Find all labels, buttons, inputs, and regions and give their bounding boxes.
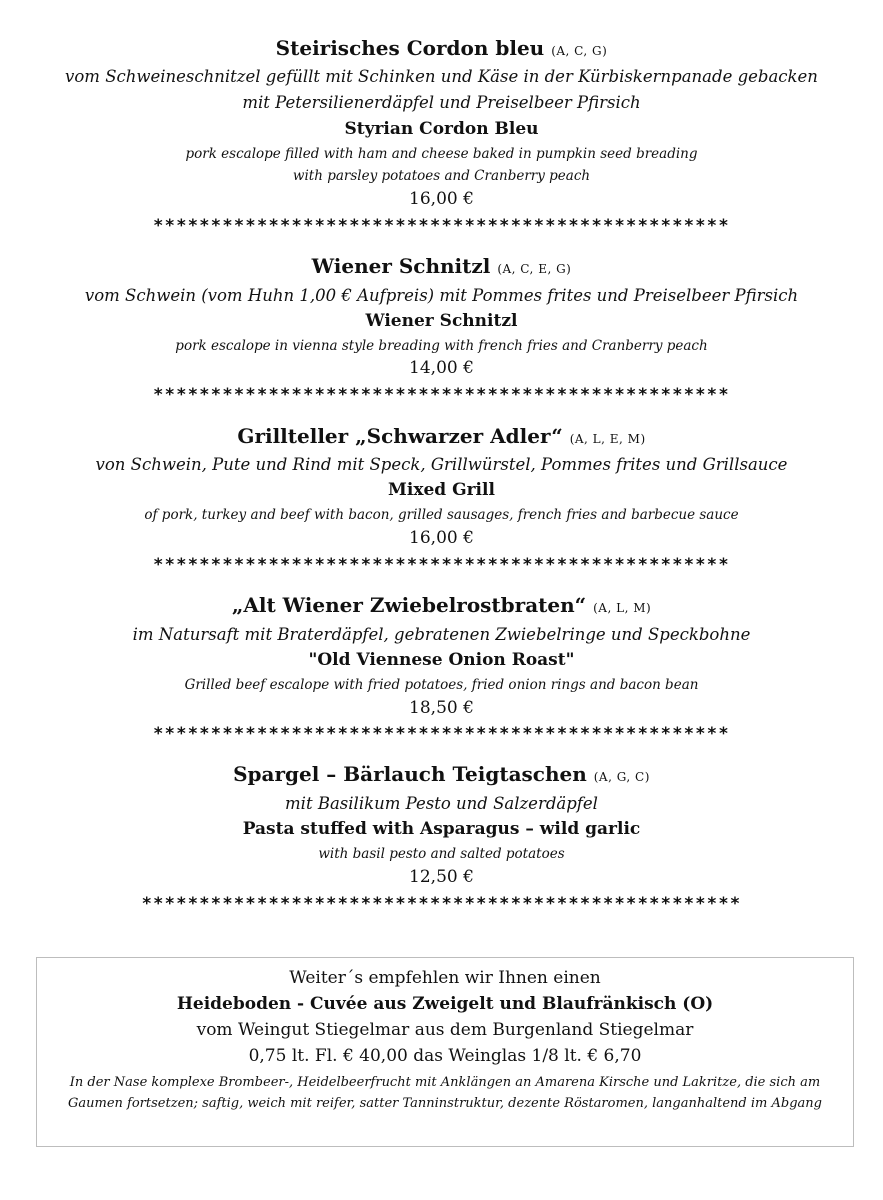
separator: ************************************************** xyxy=(153,724,730,744)
dish-title xyxy=(0,424,883,448)
dish-description-de: mit Petersilienerdäpfel und Preiselbeer Pfirsich xyxy=(242,93,641,112)
dish-price: 16,00 € xyxy=(409,528,474,548)
separator: ************************************************** xyxy=(153,216,730,236)
dish-description-de: im Natursaft mit Braterdäpfel, gebratenen Zwiebelringe und Speckbohne xyxy=(132,625,751,644)
dish-title xyxy=(0,762,883,786)
allergen-codes: (A, C, E, G) xyxy=(497,262,572,276)
dish-title xyxy=(0,254,883,278)
wine-name: Heideboden - Cuvée aus Zweigelt und Blaufränkisch (O) xyxy=(176,994,714,1014)
dish-name: „Alt Wiener Zwiebelrostbraten“ xyxy=(231,593,587,617)
dish-description-en: pork escalope in vienna style breading with french fries and Cranberry peach xyxy=(175,338,708,354)
dish-title-en: Wiener Schnitzl xyxy=(365,311,518,331)
allergen-codes: (A, L, M) xyxy=(593,601,652,615)
dish-description-de: von Schwein, Pute und Rind mit Speck, Grillwürstel, Pommes frites und Grillsauce xyxy=(95,455,788,474)
dish-name: Wiener Schnitzl xyxy=(311,254,491,278)
dish-description-de: vom Schwein (vom Huhn 1,00 € Aufpreis) mit Pommes frites und Preiselbeer Pfirsich xyxy=(84,286,799,305)
dish-name: Steirisches Cordon bleu xyxy=(275,36,545,60)
wine-prices: 0,75 lt. Fl. € 40,00 das Weinglas 1/8 lt. € 6,70 xyxy=(248,1046,642,1066)
dish-price: 16,00 € xyxy=(409,189,474,209)
wine-tasting-notes xyxy=(37,1072,853,1114)
separator: **************************************************** xyxy=(141,894,742,914)
wine-intro: Weiter´s empfehlen wir Ihnen einen xyxy=(289,968,601,988)
dish-title xyxy=(0,36,883,60)
dish-description-en: with parsley potatoes and Cranberry peach xyxy=(292,168,591,184)
dish-title-en: Mixed Grill xyxy=(388,480,495,500)
wine-notes-line: In der Nase komplexe Brombeer-, Heidelbeerfrucht mit Anklängen an Amarena Kirsche und Lakritze, die sich am xyxy=(69,1075,821,1090)
dish-title-en: Pasta stuffed with Asparagus – wild garlic xyxy=(242,819,641,839)
dish-price: 18,50 € xyxy=(409,698,474,718)
separator: ************************************************** xyxy=(153,555,730,575)
dish-title xyxy=(0,593,883,617)
dish-description-en: with basil pesto and salted potatoes xyxy=(318,846,565,862)
dish-title-en: Styrian Cordon Bleu xyxy=(344,119,539,139)
dish-description-en: Grilled beef escalope with fried potatoes, fried onion rings and bacon bean xyxy=(184,677,699,693)
wine-notes-line: Gaumen fortsetzen; saftig, weich mit reifer, satter Tanninstruktur, dezente Röstaromen, langanhaltend im Abgang xyxy=(68,1096,822,1111)
dish-description-de: mit Basilikum Pesto und Salzerdäpfel xyxy=(285,794,598,813)
wine-recommendation-box xyxy=(36,957,854,1147)
dish-description-en: pork escalope filled with ham and cheese baked in pumpkin seed breading xyxy=(185,146,698,162)
dish-title-en: "Old Viennese Onion Roast" xyxy=(308,650,575,670)
dish-description-de: vom Schweineschnitzel gefüllt mit Schinken und Käse in der Kürbiskernpanade gebacken xyxy=(65,67,818,86)
dish-name: Spargel – Bärlauch Teigtaschen xyxy=(233,762,587,786)
dish-price: 14,00 € xyxy=(409,358,474,378)
allergen-codes: (A, G, C) xyxy=(593,770,650,784)
allergen-codes: (A, L, E, M) xyxy=(569,432,646,446)
dish-name: Grillteller „Schwarzer Adler“ xyxy=(237,424,563,448)
allergen-codes: (A, C, G) xyxy=(551,44,608,58)
dish-description-en: of pork, turkey and beef with bacon, grilled sausages, french fries and barbecue sauce xyxy=(144,507,739,523)
separator: ************************************************** xyxy=(153,385,730,405)
wine-winery: vom Weingut Stiegelmar aus dem Burgenland Stiegelmar xyxy=(196,1020,694,1040)
dish-price: 12,50 € xyxy=(409,867,474,887)
